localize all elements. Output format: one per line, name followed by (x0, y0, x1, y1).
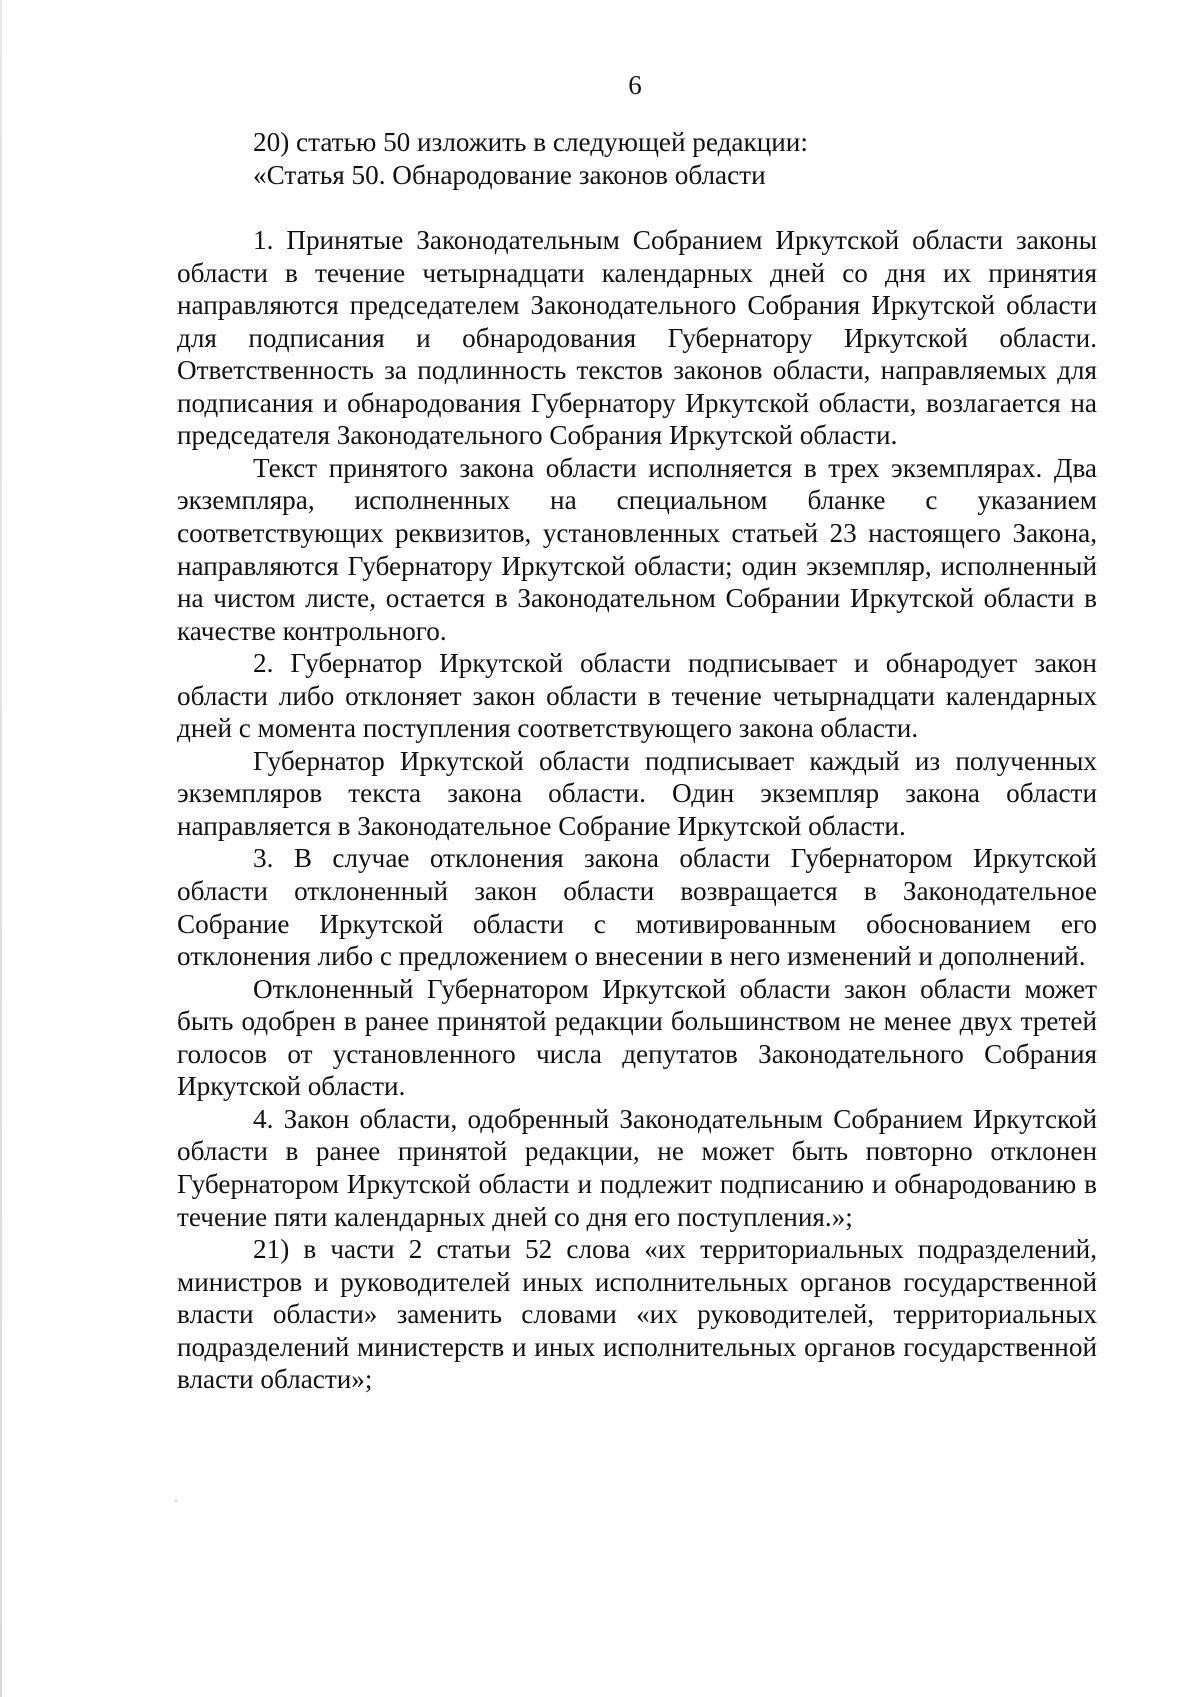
paragraph-item-21: 21) в части 2 статьи 52 слова «их территориальных подразделений, министров и руководителей иных исполнительных органов государственной власти области» заменить словами «их руководителей, территориальных подразделений министерств и иных исполнительных органов государственной власти области»; (177, 1234, 1097, 1395)
scan-speck (175, 1500, 177, 1502)
article-50-part-1-text-copies: Текст принятого закона области исполняется в трех экземплярах. Два экземпляра, исполненных на специальном бланке с указанием соответствующих реквизитов, установленных статьей 23 настоящего Закона, направляются Губернатору Иркутской области; один экземпляр, исполненный на чистом листе, остается в Законодательном Собрании Иркутской области в качестве контрольного. (177, 452, 1097, 646)
paragraph-item-20: 20) статью 50 изложить в следующей редакции: (253, 127, 808, 157)
document-body (177, 126, 1097, 1396)
article-50-part-4: 4. Закон области, одобренный Законодательным Собранием Иркутской области в ранее принятой редакции, не может быть повторно отклонен Губернатором Иркутской области и подлежит подписанию и обнародованию в течение пяти календарных дней со дня его поступления.»; (177, 1103, 1097, 1232)
article-50-part-3: 3. В случае отклонения закона области Губернатором Иркутской области отклоненный закон области возвращается в Законодательное Собрание Иркутской области с мотивированным обоснованием его отклонения либо с предложением о внесении в него изменений и дополнений. (177, 843, 1097, 972)
article-50-part-2: 2. Губернатор Иркутской области подписывает и обнародует закон области либо отклоняет закон области в течение четырнадцати календарных дней с момента поступления соответствующего закона области. (177, 648, 1097, 744)
article-50-part-1: 1. Принятые Законодательным Собранием Иркутской области законы области в течение четырнадцати календарных дней со дня их принятия направляются председателем Законодательного Собрания Иркутской области для подписания и обнародования Губернатору Иркутской области. Ответственность за подлинность текстов законов области, направляемых для подписания и обнародования Губернатору Иркутской области, возлагается на председателя Законодательного Собрания Иркутской области. (177, 225, 1097, 451)
article-50-part-2-signing: Губернатор Иркутской области подписывает каждый из полученных экземпляров текста закона области. Один экземпляр закона области направляется в Законодательное Собрание Иркутской области. (177, 745, 1097, 841)
scan-edge (0, 0, 2, 1697)
article-50-heading: «Статья 50. Обнародование законов области (253, 159, 766, 190)
article-50-part-3-approval: Отклоненный Губернатором Иркутской области закон области может быть одобрен в ранее принятой редакции большинством не менее двух третей голосов от установленного числа депутатов Законодательного Собрания Иркутской области. (177, 973, 1097, 1102)
page-number: 6 (628, 70, 642, 100)
